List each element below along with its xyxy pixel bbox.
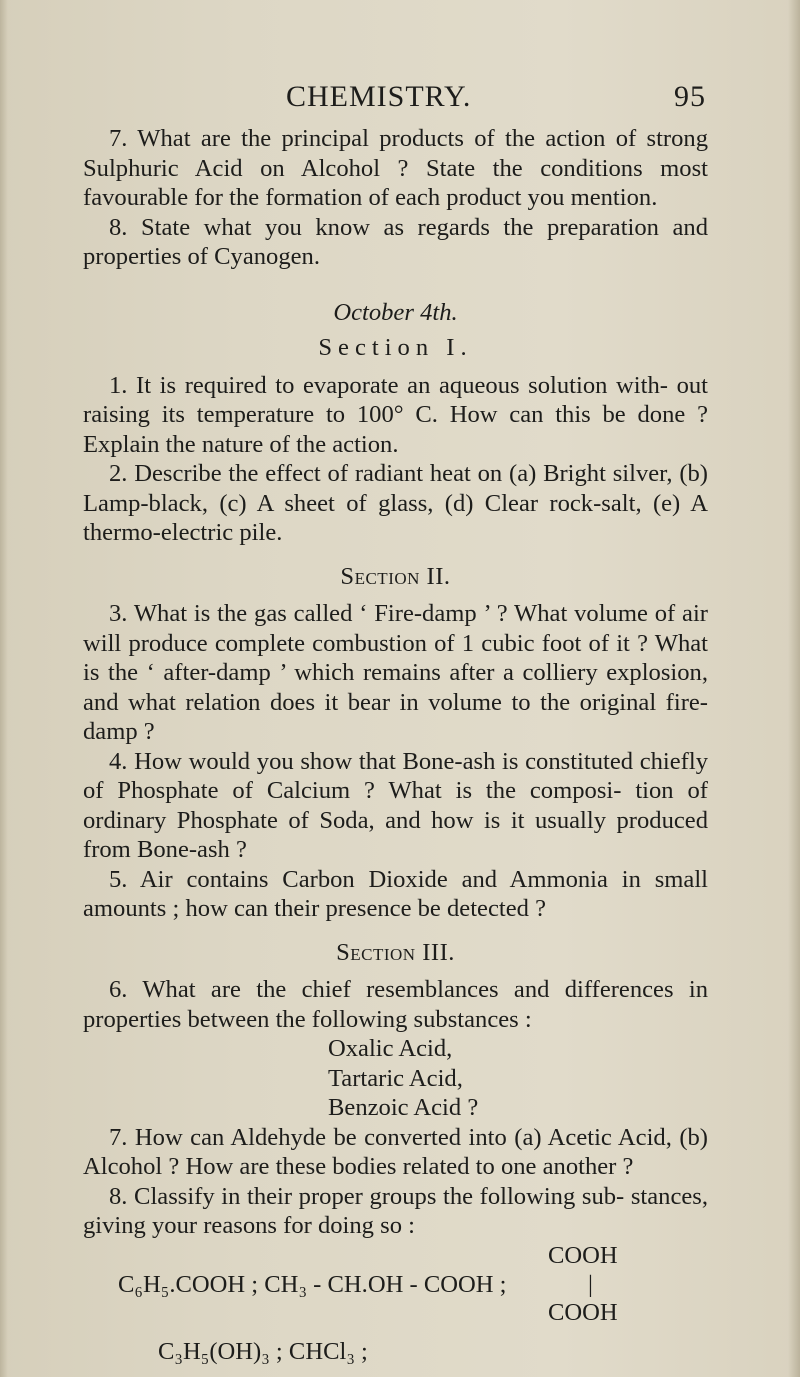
page-edge-shadow — [788, 0, 800, 1377]
header-title: CHEMISTRY. — [286, 80, 472, 113]
section-2-question-3: 3. What is the gas called ‘ Fire-damp ’ ? What volume of air will produce complete combustion of 1 cubic foot of it ? What is the ‘ after-damp ’ which remains after a colliery explosion, and what relation does it bear in volume to the original fire-damp ? — [83, 600, 708, 745]
section-3-question-7: 7. How can Aldehyde be converted into (a) Acetic Acid, (b) Alcohol ? How are these bodies related to one another ? — [83, 1123, 708, 1180]
section-3-question-8: 8. Classify in their proper groups the following sub- stances, giving your reasons for doing so : — [83, 1182, 708, 1239]
substance-item: Benzoic Acid ? — [328, 1094, 479, 1121]
section-1-heading: Section I. — [318, 334, 473, 361]
section-3-question-6: 6. What are the chief resemblances and differences in properties between the following substances : — [83, 976, 708, 1033]
section-1-question-2: 2. Describe the effect of radiant heat on (a) Bright silver, (b) Lamp-black, (c) A sheet of glass, (d) Clear rock-salt, (e) A thermo-electric pile. — [83, 460, 708, 546]
exam-date: October 4th. — [333, 298, 458, 326]
oxalic-top: COOH — [548, 1241, 618, 1269]
substance-item: Tartaric Acid, — [328, 1064, 463, 1092]
question-7-continued: 7. What are the principal products of the action of strong Sulphuric Acid on Alcohol ? State the conditions most favourable for the formation of each product you mention. — [83, 125, 708, 211]
formula-line-2: C₃H₅(OH)₃ ; CHCl₃ ; — [158, 1337, 368, 1365]
formula-block — [83, 1241, 708, 1331]
question-8-continued: 8. State what you know as regards the preparation and properties of Cyanogen. — [83, 213, 708, 270]
page-body — [83, 124, 708, 1366]
substance-item: Oxalic Acid, — [328, 1035, 453, 1062]
formula-line-1: C₆H₅.COOH ; CH₃ - CH.OH - COOH ; — [118, 1270, 507, 1298]
section-1-question-1: 1. It is required to evaporate an aqueous solution with- out raising its temperature to 100° C. How can this be done ? Explain the nature of the action. — [83, 371, 708, 458]
running-header — [286, 80, 706, 120]
section-2-question-4: 4. How would you show that Bone-ash is constituted chiefly of Phosphate of Calcium ? What is the composi- tion of ordinary Phosphate of Soda, and how is it usually produced from Bone-ash ? — [83, 747, 708, 863]
section-3-heading: Section III. — [336, 938, 455, 966]
oxalic-bottom: COOH — [548, 1298, 618, 1326]
oxalic-bond: | — [588, 1270, 593, 1298]
section-2-heading: Section II. — [340, 562, 451, 590]
page-number: 95 — [674, 80, 706, 113]
page-gutter-shadow — [0, 0, 8, 1377]
substance-list — [83, 1034, 708, 1123]
section-2-question-5: 5. Air contains Carbon Dioxide and Ammonia in small amounts ; how can their presence be detected ? — [83, 865, 708, 922]
